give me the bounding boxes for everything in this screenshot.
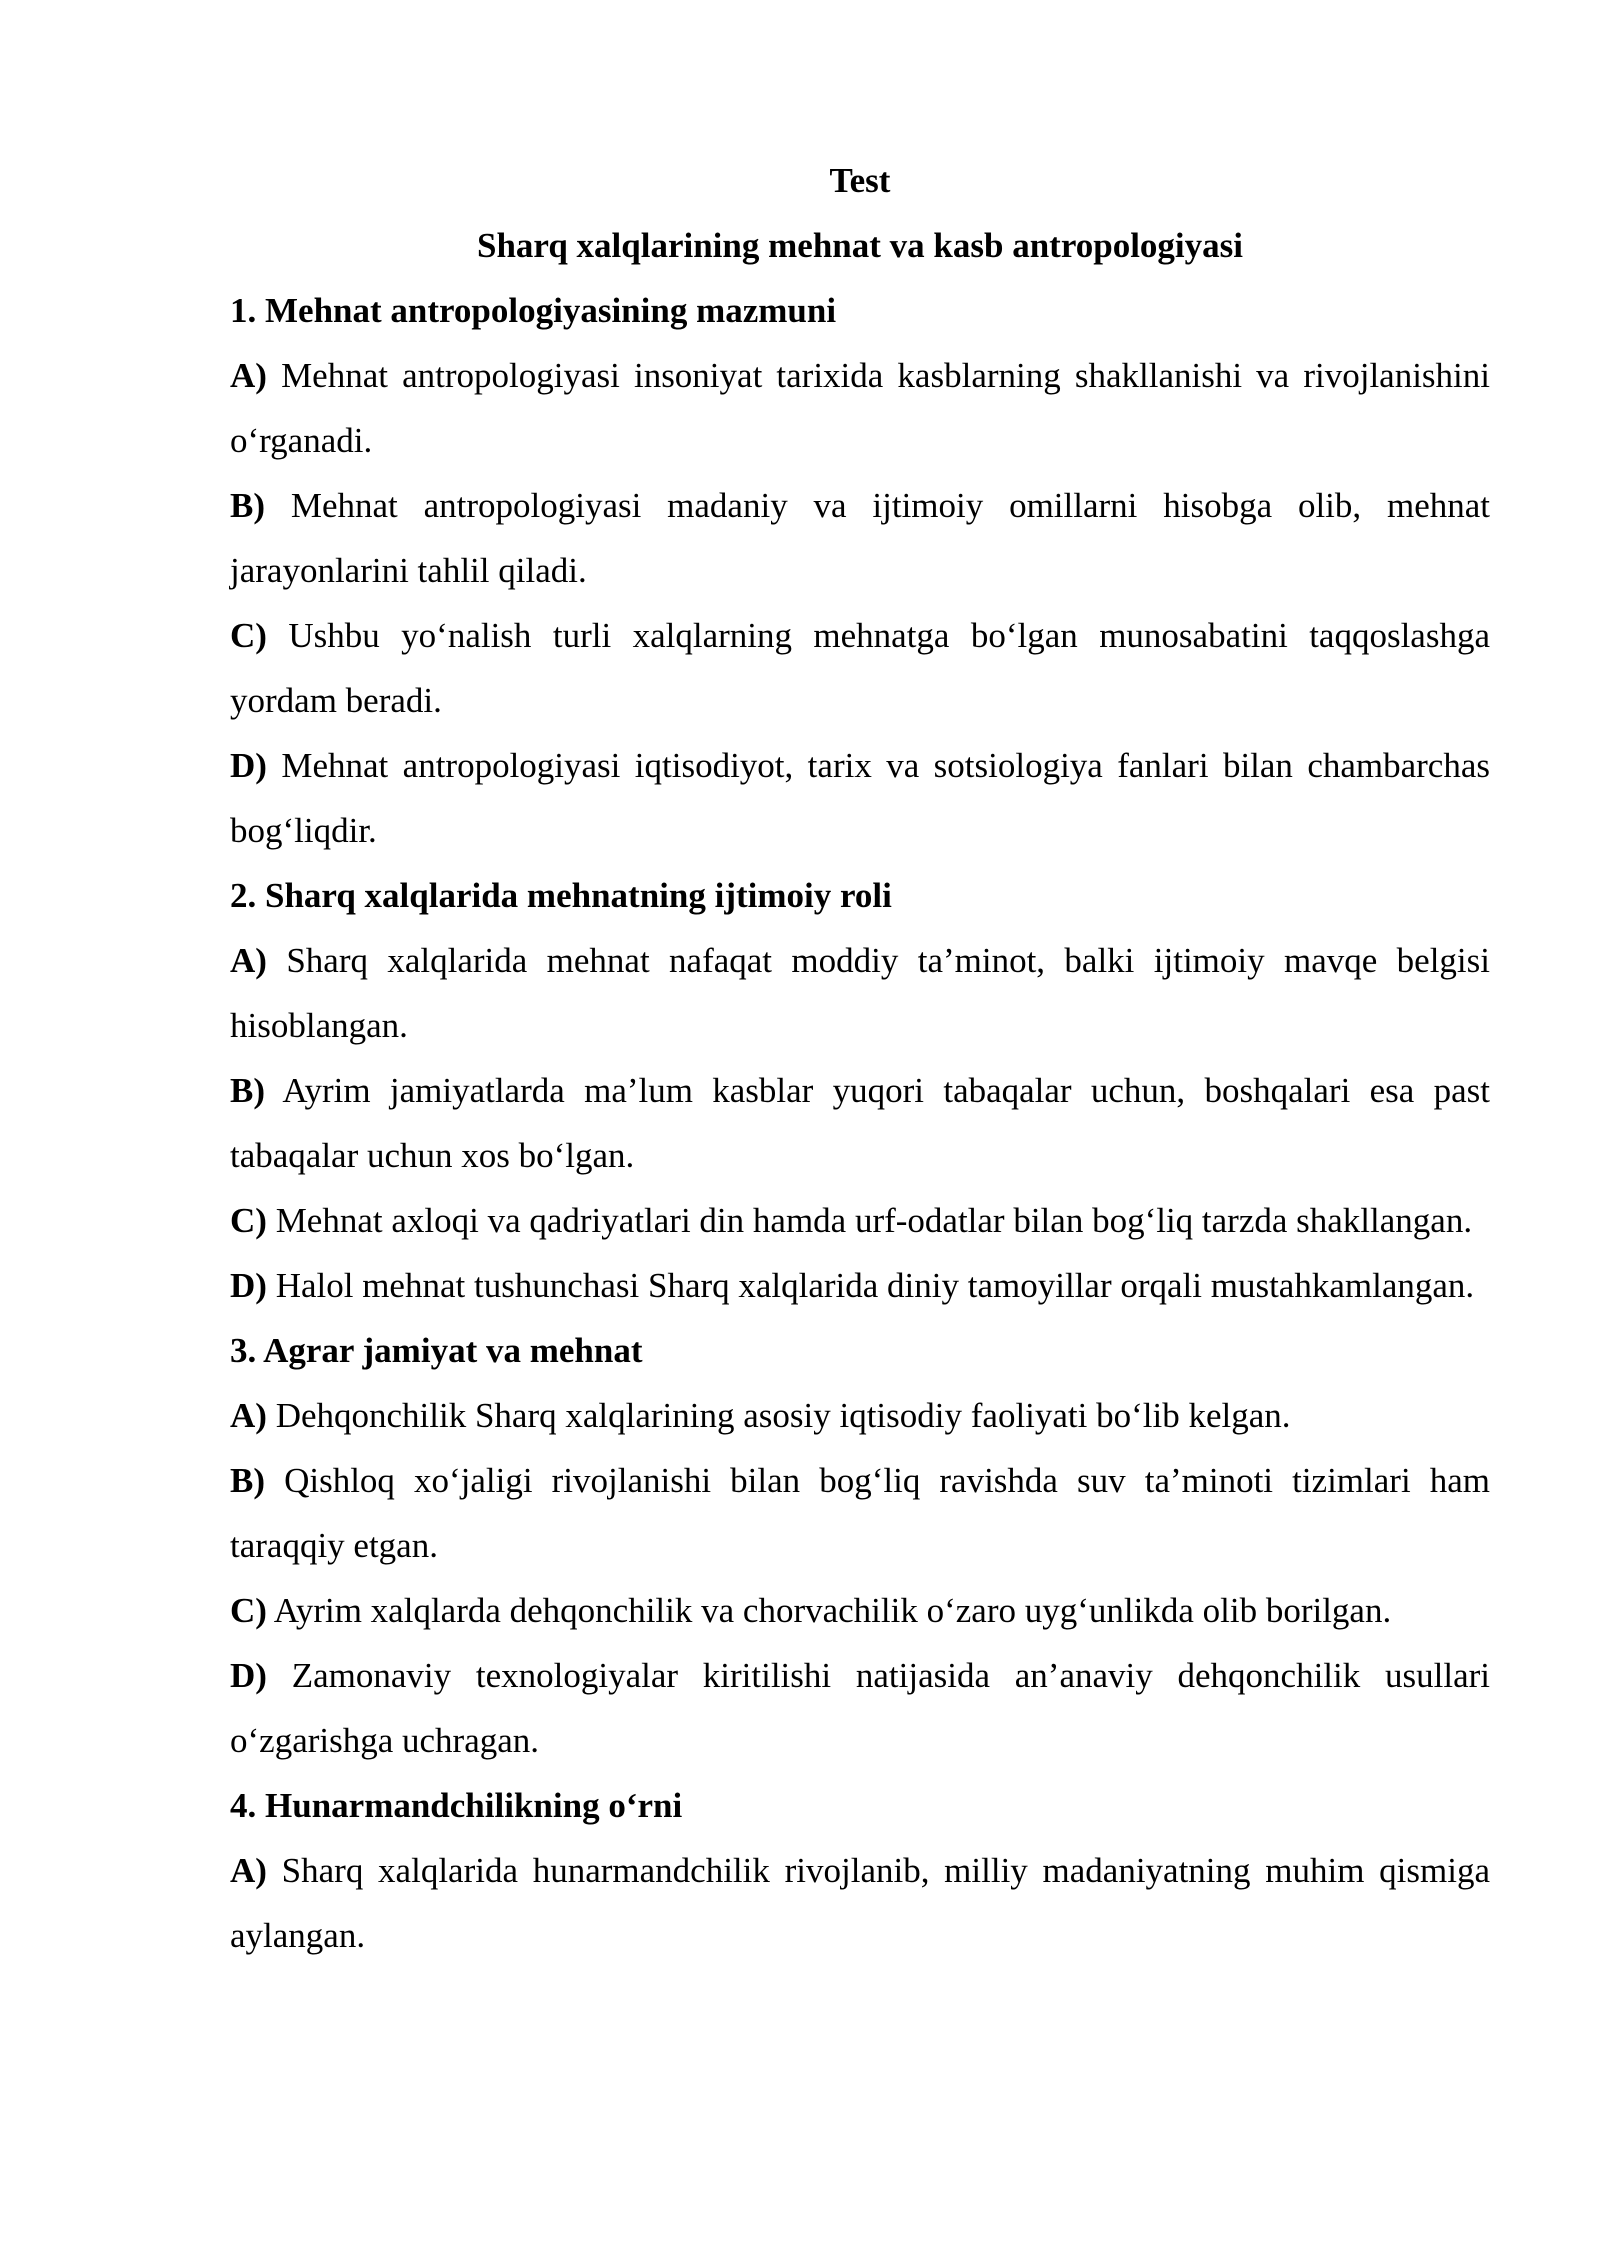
- answer-text: Dehqonchilik Sharq xalqlarining asosiy iqtisodiy faoliyati bo‘lib kelgan.: [275, 1396, 1291, 1435]
- answer-letter: D): [230, 1266, 267, 1305]
- question-heading-1: 1. Mehnat antropologiyasining mazmuni: [230, 291, 837, 330]
- answer-text: Sharq xalqlarida hunarmandchilik rivojlanib, milliy madaniyatning muhim qismiga aylangan.: [230, 1851, 1490, 1955]
- answer-3a: [230, 1383, 1490, 1448]
- answer-3d: [230, 1643, 1490, 1773]
- document-subtitle: Sharq xalqlarining mehnat va kasb antropologiyasi: [477, 226, 1243, 265]
- answer-4a: [230, 1838, 1490, 1968]
- answer-3c: [230, 1578, 1490, 1643]
- answer-2c: [230, 1188, 1490, 1253]
- answer-text: Mehnat axloqi va qadriyatlari din hamda urf-odatlar bilan bog‘liq tarzda shakllangan.: [275, 1201, 1473, 1240]
- answer-text: Ayrim xalqlarda dehqonchilik va chorvachilik o‘zaro uyg‘unlikda olib borilgan.: [273, 1591, 1392, 1630]
- answer-letter: D): [230, 1656, 267, 1695]
- question-heading-3: 3. Agrar jamiyat va mehnat: [230, 1331, 643, 1370]
- answer-letter: C): [230, 1591, 267, 1630]
- answer-letter: B): [230, 1461, 265, 1500]
- answer-text: Mehnat antropologiyasi insoniyat tarixida kasblarning shakllanishi va rivojlanishini o‘rganadi.: [230, 356, 1490, 460]
- answer-text: Halol mehnat tushunchasi Sharq xalqlarida diniy tamoyillar orqali mustahkamlangan.: [275, 1266, 1475, 1305]
- answer-letter: A): [230, 1851, 267, 1890]
- answer-1d: [230, 733, 1490, 863]
- answer-text: Ushbu yo‘nalish turli xalqlarning mehnatga bo‘lgan munosabatini taqqoslashga yordam beradi.: [230, 616, 1490, 720]
- document-title: Test: [829, 161, 891, 200]
- question-heading-4: 4. Hunarmandchilikning o‘rni: [230, 1786, 683, 1825]
- answer-text: Sharq xalqlarida mehnat nafaqat moddiy ta’minot, balki ijtimoiy mavqe belgisi hisoblangan.: [230, 941, 1490, 1045]
- answer-1b: [230, 473, 1490, 603]
- answer-letter: C): [230, 616, 267, 655]
- answer-letter: A): [230, 1396, 267, 1435]
- question-heading-2: 2. Sharq xalqlarida mehnatning ijtimoiy roli: [230, 876, 892, 915]
- answer-1a: [230, 343, 1490, 473]
- answer-text: Qishloq xo‘jaligi rivojlanishi bilan bog‘liq ravishda suv ta’minoti tizimlari ham taraqqiy etgan.: [230, 1461, 1491, 1565]
- answer-2b: [230, 1058, 1490, 1188]
- answer-2a: [230, 928, 1490, 1058]
- answer-letter: D): [230, 746, 267, 785]
- answer-letter: C): [230, 1201, 267, 1240]
- answer-text: Zamonaviy texnologiyalar kiritilishi natijasida an’anaviy dehqonchilik usullari o‘zgarishga uchragan.: [230, 1656, 1490, 1760]
- answer-letter: A): [230, 356, 267, 395]
- answer-text: Mehnat antropologiyasi madaniy va ijtimoiy omillarni hisobga olib, mehnat jarayonlarini tahlil qiladi.: [230, 486, 1490, 590]
- answer-text: Ayrim jamiyatlarda ma’lum kasblar yuqori tabaqalar uchun, boshqalari esa past tabaqalar uchun xos bo‘lgan.: [230, 1071, 1490, 1175]
- answer-3b: [230, 1448, 1490, 1578]
- answer-letter: B): [230, 486, 265, 525]
- answer-letter: B): [230, 1071, 265, 1110]
- answer-1c: [230, 603, 1490, 733]
- answer-text: Mehnat antropologiyasi iqtisodiyot, tarix va sotsiologiya fanlari bilan chambarchas bog‘liqdir.: [230, 746, 1491, 850]
- answer-letter: A): [230, 941, 267, 980]
- answer-2d: [230, 1253, 1490, 1318]
- document-content: [230, 148, 1490, 1968]
